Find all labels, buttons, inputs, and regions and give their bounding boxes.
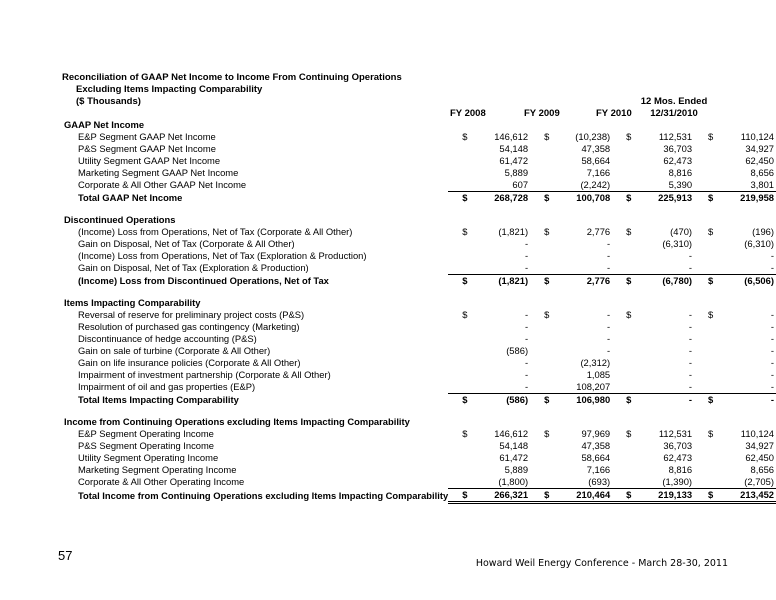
currency-symbol: $ [544,131,550,142]
currency-symbol: $ [448,489,473,503]
value-cell: (6,310) [744,238,774,249]
value-cell: 3,801 [719,179,776,192]
value-cell: 110,124 [740,428,774,439]
currency-symbol [694,143,719,155]
currency-symbol [694,476,719,489]
total-row [60,394,776,407]
currency-symbol [612,452,637,464]
value-cell: (6,310) [662,238,693,249]
currency-symbol [694,250,719,262]
value-cell: (10,238) [575,131,611,142]
currency-symbol: $ [530,489,555,503]
value-cell: - [524,309,529,320]
currency-symbol: $ [626,275,632,286]
value-cell: 112,531 [658,428,693,439]
currency-symbol [612,167,637,179]
table-row [60,452,776,464]
currency-symbol [448,155,473,167]
section-heading-row [60,297,776,309]
value-cell: 34,927 [745,440,774,451]
currency-symbol: $ [544,192,550,203]
section-spacer [60,287,776,297]
value-cell: 100,708 [576,192,611,203]
currency-symbol [448,238,473,250]
row-label: Impairment of oil and gas properties (E&P) [78,381,256,393]
currency-symbol [530,381,555,394]
value-cell: - [524,321,529,332]
value-cell: - [524,369,529,380]
currency-symbol [694,238,719,250]
table-row [60,321,776,333]
currency-symbol: $ [708,275,714,286]
row-label: (Income) Loss from Operations, Net of Tax (Corporate & All Other) [78,226,353,237]
table-row [60,143,776,155]
table-row [60,238,776,250]
value-cell: - [688,309,693,320]
value-cell: 61,472 [499,155,529,166]
value-cell: 607 [473,179,530,192]
currency-symbol [530,452,555,464]
row-label: Corporate & All Other Operating Income [78,476,245,488]
currency-symbol [530,369,555,381]
row-label: Gain on Disposal, Net of Tax (Corporate & All Other) [78,238,295,249]
row-label: Resolution of purchased gas contingency (Marketing) [78,321,300,332]
section-heading-row [60,416,776,428]
currency-symbol [694,369,719,381]
report-units: ($ Thousands) [76,96,141,107]
currency-symbol: $ [462,131,468,142]
value-cell: (2,705) [719,476,776,489]
value-cell: - [719,381,776,394]
currency-symbol: $ [708,428,714,439]
currency-symbol [448,167,473,179]
currency-symbol [530,464,555,476]
value-cell: - [770,369,774,380]
section-heading-row [60,214,776,226]
currency-symbol [612,333,637,345]
currency-symbol [694,440,719,452]
table-row [60,226,776,238]
value-cell: - [607,345,611,356]
table-row [60,357,776,369]
currency-symbol: $ [544,394,550,405]
page-number: 57 [58,548,73,563]
currency-symbol: $ [708,309,714,320]
value-cell: - [607,309,611,320]
currency-symbol: $ [462,428,468,439]
currency-symbol [448,357,473,369]
section-spacer [60,204,776,214]
value-cell: (2,242) [555,179,612,192]
value-cell: (470) [670,226,693,237]
value-cell: 1,085 [586,369,611,380]
currency-symbol [448,381,473,394]
value-cell: (6,780) [662,275,693,286]
value-cell: 268,728 [494,192,529,203]
value-cell: 5,390 [637,179,694,192]
section-heading: GAAP Net Income [64,119,145,130]
value-cell: 36,703 [663,440,693,451]
value-cell: (586) [506,394,529,405]
currency-symbol [694,345,719,357]
report-subtitle: Excluding Items Impacting Comparability [76,84,263,95]
value-cell: - [555,262,612,275]
table-row [60,428,776,440]
value-cell: 110,124 [740,131,774,142]
currency-symbol: $ [462,226,468,237]
value-cell: 62,450 [745,155,774,166]
currency-symbol [694,381,719,394]
value-cell: - [607,321,611,332]
value-cell: 62,473 [663,155,693,166]
row-label: Marketing Segment Operating Income [78,464,237,475]
row-label: Total Items Impacting Comparability [78,393,239,405]
currency-symbol [530,238,555,250]
value-cell: - [770,321,774,332]
currency-symbol [530,167,555,179]
value-cell: - [719,262,776,275]
currency-symbol: $ [694,489,719,503]
row-label: P&S Segment GAAP Net Income [78,143,216,154]
currency-symbol [694,464,719,476]
value-cell: - [770,309,774,320]
value-cell: - [688,333,693,344]
row-label: (Income) Loss from Discontinued Operations, Net of Tax [78,274,329,286]
row-label: E&P Segment GAAP Net Income [78,131,216,142]
row-label: Gain on Disposal, Net of Tax (Exploration & Production) [78,262,309,274]
currency-symbol: $ [544,428,550,439]
value-cell: - [524,333,529,344]
value-cell: 213,452 [719,489,776,503]
currency-symbol [448,250,473,262]
value-cell: - [607,250,611,261]
value-cell: - [770,345,774,356]
currency-symbol: $ [462,275,468,286]
value-cell: - [473,381,530,394]
currency-symbol [694,262,719,275]
value-cell: 54,148 [499,143,529,154]
value-cell: 61,472 [499,452,529,463]
total-row [60,489,776,503]
currency-symbol [694,357,719,369]
section-heading: Income from Continuing Operations excluding Items Impacting Comparability [64,416,410,427]
table-row [60,262,776,275]
currency-symbol [612,155,637,167]
value-cell: (2,312) [580,357,611,368]
table-row [60,381,776,394]
value-cell: 62,473 [663,452,693,463]
currency-symbol [448,345,473,357]
value-cell: - [524,250,529,261]
row-label: E&P Segment Operating Income [78,428,214,439]
currency-symbol [448,143,473,155]
row-label: Marketing Segment GAAP Net Income [78,167,239,178]
value-cell: - [770,250,774,261]
table-row [60,167,776,179]
table-row [60,476,776,489]
value-cell: (6,506) [744,275,774,286]
value-cell: 266,321 [473,489,530,503]
total-row [60,192,776,205]
value-cell: 62,450 [745,452,774,463]
column-header-ttm-line2: 12/31/2010 [650,108,698,119]
value-cell: (1,800) [473,476,530,489]
row-label: Gain on life insurance policies (Corporate & All Other) [78,357,301,368]
table-row [60,309,776,321]
currency-symbol [694,155,719,167]
value-cell: (196) [752,226,774,237]
section-heading: Items Impacting Comparability [64,297,201,308]
currency-symbol: $ [626,131,632,142]
table-row [60,345,776,357]
table-row [60,131,776,143]
currency-symbol: $ [612,489,637,503]
table-row [60,333,776,345]
value-cell: 58,664 [581,452,611,463]
currency-symbol [448,321,473,333]
row-label: Reversal of reserve for preliminary project costs (P&S) [78,309,305,320]
currency-symbol [612,238,637,250]
currency-symbol: $ [462,394,468,405]
value-cell: (1,390) [637,476,694,489]
column-header-fy2010: FY 2010 [596,108,632,119]
value-cell: - [524,357,529,368]
value-cell: 146,612 [494,428,529,439]
value-cell: 97,969 [581,428,611,439]
value-cell: 34,927 [745,143,774,154]
section-spacer [60,406,776,416]
currency-symbol [448,464,473,476]
value-cell: (693) [555,476,612,489]
table-row [60,155,776,167]
value-cell: - [688,369,693,380]
currency-symbol [530,440,555,452]
value-cell: 2,776 [586,275,611,286]
currency-symbol [530,357,555,369]
value-cell: 2,776 [586,226,611,237]
value-cell: - [473,262,530,275]
value-cell: 54,148 [499,440,529,451]
value-cell: - [607,238,611,249]
value-cell: - [688,321,693,332]
currency-symbol [530,262,555,275]
table-row [60,464,776,476]
currency-symbol [530,321,555,333]
value-cell: 5,889 [504,167,529,178]
currency-symbol [448,452,473,464]
currency-symbol: $ [462,192,468,203]
value-cell: 225,913 [658,192,693,203]
currency-symbol [612,321,637,333]
currency-symbol: $ [626,226,632,237]
column-header-ttm-line1: 12 Mos. Ended [640,96,708,107]
row-label: (Income) Loss from Operations, Net of Tax (Exploration & Production) [78,250,367,261]
report-title: Reconciliation of GAAP Net Income to Income From Continuing Operations [62,72,402,83]
currency-symbol: $ [626,192,632,203]
table-row [60,440,776,452]
currency-symbol [448,476,473,489]
currency-symbol: $ [544,275,550,286]
currency-symbol [612,440,637,452]
row-label: P&S Segment Operating Income [78,440,215,451]
value-cell: 219,958 [740,192,774,203]
row-label: Total GAAP Net Income [78,191,183,203]
section-heading: Discontinued Operations [64,214,176,225]
currency-symbol: $ [708,192,714,203]
currency-symbol: $ [626,309,632,320]
currency-symbol [448,262,473,275]
value-cell: 210,464 [555,489,612,503]
currency-symbol: $ [626,394,632,405]
value-cell: - [688,394,693,405]
value-cell: 146,612 [494,131,529,142]
column-header-fy2008: FY 2008 [450,108,486,119]
currency-symbol [612,357,637,369]
value-cell: (586) [506,345,529,356]
table-row [60,179,776,192]
currency-symbol [612,369,637,381]
currency-symbol [612,464,637,476]
value-cell: - [524,238,529,249]
row-label: Discontinuance of hedge accounting (P&S) [78,333,257,344]
currency-symbol [694,167,719,179]
currency-symbol [530,155,555,167]
value-cell: 112,531 [658,131,693,142]
value-cell: 7,166 [586,167,611,178]
value-cell: 58,664 [581,155,611,166]
value-cell: 8,656 [750,167,774,178]
currency-symbol: $ [544,309,550,320]
value-cell: 106,980 [576,394,611,405]
value-cell: - [637,262,694,275]
currency-symbol [530,333,555,345]
currency-symbol [530,179,555,192]
currency-symbol: $ [626,428,632,439]
value-cell: 108,207 [555,381,612,394]
value-cell: - [607,333,611,344]
currency-symbol [694,321,719,333]
currency-symbol [612,179,637,192]
currency-symbol: $ [708,394,714,405]
currency-symbol [448,440,473,452]
value-cell: - [770,357,774,368]
value-cell: (1,821) [498,226,529,237]
currency-symbol [612,476,637,489]
currency-symbol [448,333,473,345]
currency-symbol [694,452,719,464]
table-row [60,369,776,381]
reconciliation-table [60,119,776,504]
currency-symbol [694,179,719,192]
value-cell: - [770,333,774,344]
value-cell: 8,816 [668,167,693,178]
value-cell: 219,133 [637,489,694,503]
currency-symbol [530,476,555,489]
value-cell: 36,703 [663,143,693,154]
row-label: Utility Segment Operating Income [78,452,219,463]
value-cell: - [637,381,694,394]
row-label: Corporate & All Other GAAP Net Income [78,179,247,191]
footer-text: Howard Weil Energy Conference - March 28-30, 2011 [475,558,728,569]
currency-symbol [612,345,637,357]
column-header-fy2009: FY 2009 [524,108,560,119]
currency-symbol [612,381,637,394]
currency-symbol [612,143,637,155]
value-cell: - [688,250,693,261]
row-label: Total Income from Continuing Operations excluding Items Impacting Comparability [78,489,449,501]
section-heading-row [60,119,776,131]
currency-symbol [448,179,473,192]
value-cell: 47,358 [581,143,611,154]
value-cell: 5,889 [504,464,529,475]
value-cell: 8,816 [668,464,693,475]
row-label: Impairment of investment partnership (Corporate & All Other) [78,369,331,380]
value-cell: - [688,357,693,368]
currency-symbol [612,250,637,262]
currency-symbol: $ [708,131,714,142]
currency-symbol [694,333,719,345]
value-cell: (1,821) [498,275,529,286]
row-label: Utility Segment GAAP Net Income [78,155,221,166]
currency-symbol [612,262,637,275]
value-cell: - [770,394,774,405]
currency-symbol: $ [544,226,550,237]
value-cell: 8,656 [750,464,774,475]
value-cell: 7,166 [586,464,611,475]
row-label: Gain on sale of turbine (Corporate & All Other) [78,345,271,356]
total-row [60,275,776,288]
value-cell: - [688,345,693,356]
currency-symbol [530,143,555,155]
currency-symbol: $ [708,226,714,237]
currency-symbol [448,369,473,381]
currency-symbol [530,250,555,262]
currency-symbol: $ [462,309,468,320]
table-row [60,250,776,262]
value-cell: 47,358 [581,440,611,451]
currency-symbol [530,345,555,357]
